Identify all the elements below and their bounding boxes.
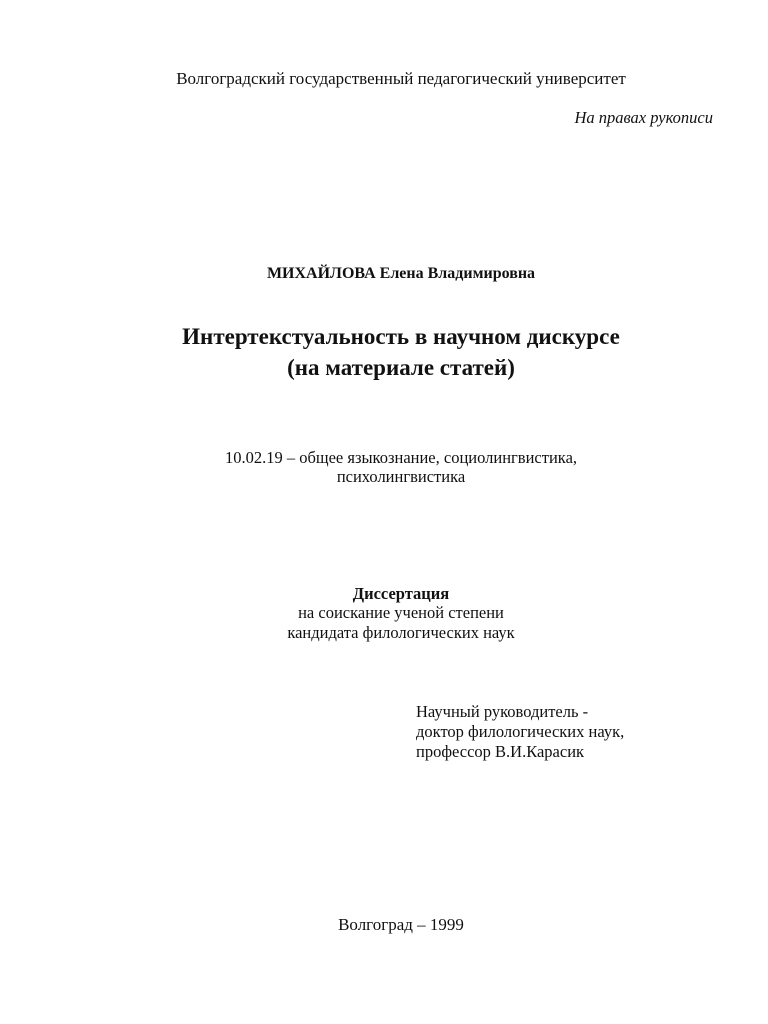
degree-line-1: на соискание ученой степени — [298, 603, 504, 622]
university-name: Волгоградский государственный педагогический университет — [176, 69, 626, 88]
supervisor-line-3: профессор В.И.Карасик — [416, 742, 585, 761]
manuscript-note: На правах рукописи — [574, 108, 713, 127]
author-name: МИХАЙЛОВА Елена Владимировна — [266, 265, 536, 282]
dissertation-title-line-1: Интертекстуальность в научном дискурсе — [182, 324, 620, 349]
degree-heading: Диссертация — [352, 584, 450, 603]
supervisor-line-2: доктор филологических наук, — [416, 722, 625, 741]
specialty-line-1: 10.02.19 – общее языкознание, социолингвистика, — [224, 448, 578, 467]
place-and-year: Волгоград – 1999 — [338, 915, 464, 934]
dissertation-title-line-2: (на материале статей) — [287, 355, 515, 380]
supervisor-line-1: Научный руководитель - — [416, 702, 589, 721]
specialty-line-2: психолингвистика — [336, 467, 466, 486]
degree-line-2: кандидата филологических наук — [287, 623, 515, 642]
